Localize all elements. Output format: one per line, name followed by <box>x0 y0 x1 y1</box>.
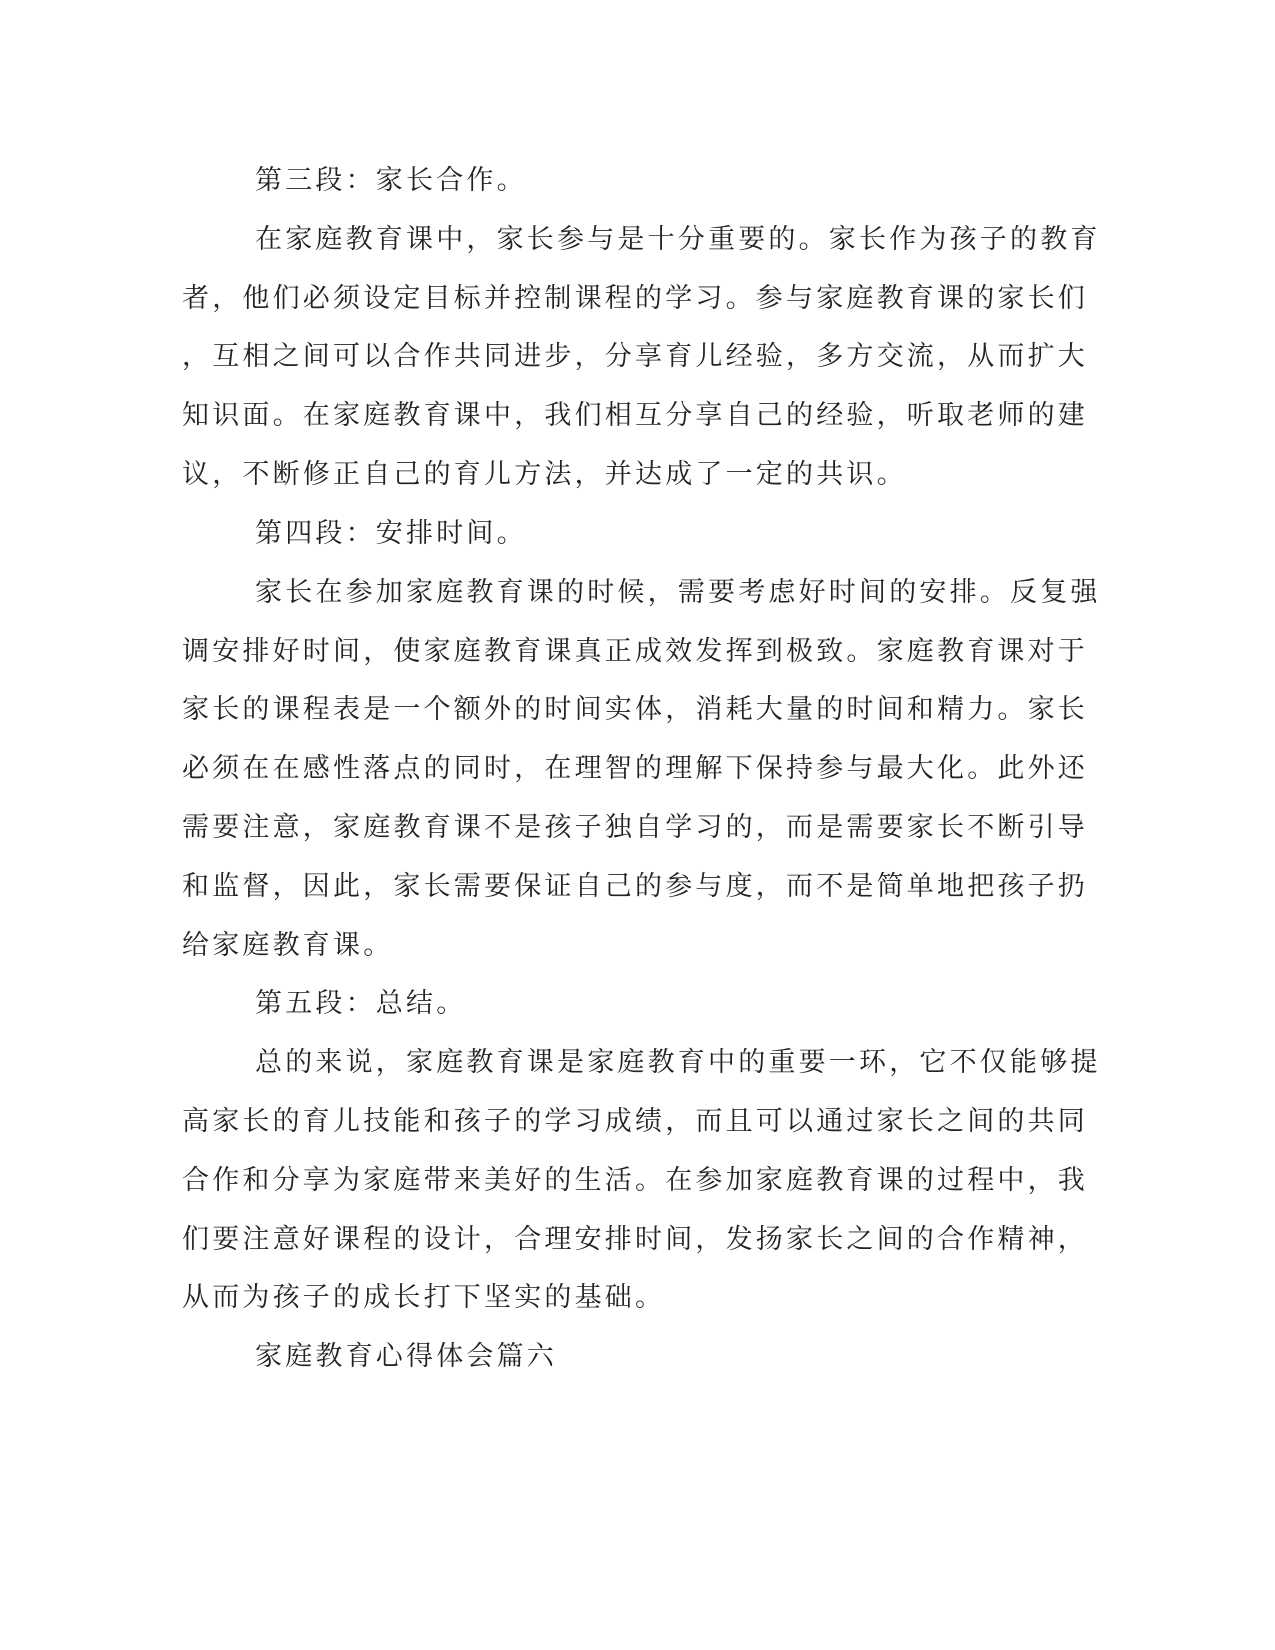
paragraph-line: 调安排好时间，使家庭教育课真正成效发挥到极致。家庭教育课对于 <box>182 636 1088 667</box>
paragraph-line: 从而为孩子的成长打下坚实的基础。 <box>182 1282 666 1313</box>
section-heading: 第五段：总结。 <box>255 988 467 1019</box>
next-article-title: 家庭教育心得体会篇六 <box>255 1341 557 1372</box>
paragraph-line: 议，不断修正自己的育儿方法，并达成了一定的共识。 <box>182 459 907 490</box>
paragraph-line: 知识面。在家庭教育课中，我们相互分享自己的经验，听取老师的建 <box>182 400 1088 431</box>
paragraph-line: 总的来说，家庭教育课是家庭教育中的重要一环，它不仅能够提 <box>255 1047 1101 1078</box>
paragraph-line: 合作和分享为家庭带来美好的生活。在参加家庭教育课的过程中，我 <box>182 1165 1088 1196</box>
paragraph-line: 高家长的育儿技能和孩子的学习成绩，而且可以通过家长之间的共同 <box>182 1106 1088 1137</box>
paragraph-line: 需要注意，家庭教育课不是孩子独自学习的，而是需要家长不断引导 <box>182 812 1088 843</box>
paragraph-line: 必须在在感性落点的同时，在理智的理解下保持参与最大化。此外还 <box>182 753 1088 784</box>
paragraph-line: 们要注意好课程的设计，合理安排时间，发扬家长之间的合作精神， <box>182 1224 1088 1255</box>
paragraph-line: 者，他们必须设定目标并控制课程的学习。参与家庭教育课的家长们 <box>182 283 1088 314</box>
paragraph-line: 在家庭教育课中，家长参与是十分重要的。家长作为孩子的教育 <box>255 224 1101 255</box>
paragraph-line: 家长的课程表是一个额外的时间实体，消耗大量的时间和精力。家长 <box>182 694 1088 725</box>
section-heading: 第三段：家长合作。 <box>255 165 527 196</box>
paragraph-line: 和监督，因此，家长需要保证自己的参与度，而不是简单地把孩子扔 <box>182 871 1088 902</box>
paragraph-line: 家长在参加家庭教育课的时候，需要考虑好时间的安排。反复强 <box>255 577 1101 608</box>
section-heading: 第四段：安排时间。 <box>255 518 527 549</box>
paragraph-line: 给家庭教育课。 <box>182 930 394 961</box>
paragraph-line: ，互相之间可以合作共同进步，分享育儿经验，多方交流，从而扩大 <box>182 341 1088 372</box>
